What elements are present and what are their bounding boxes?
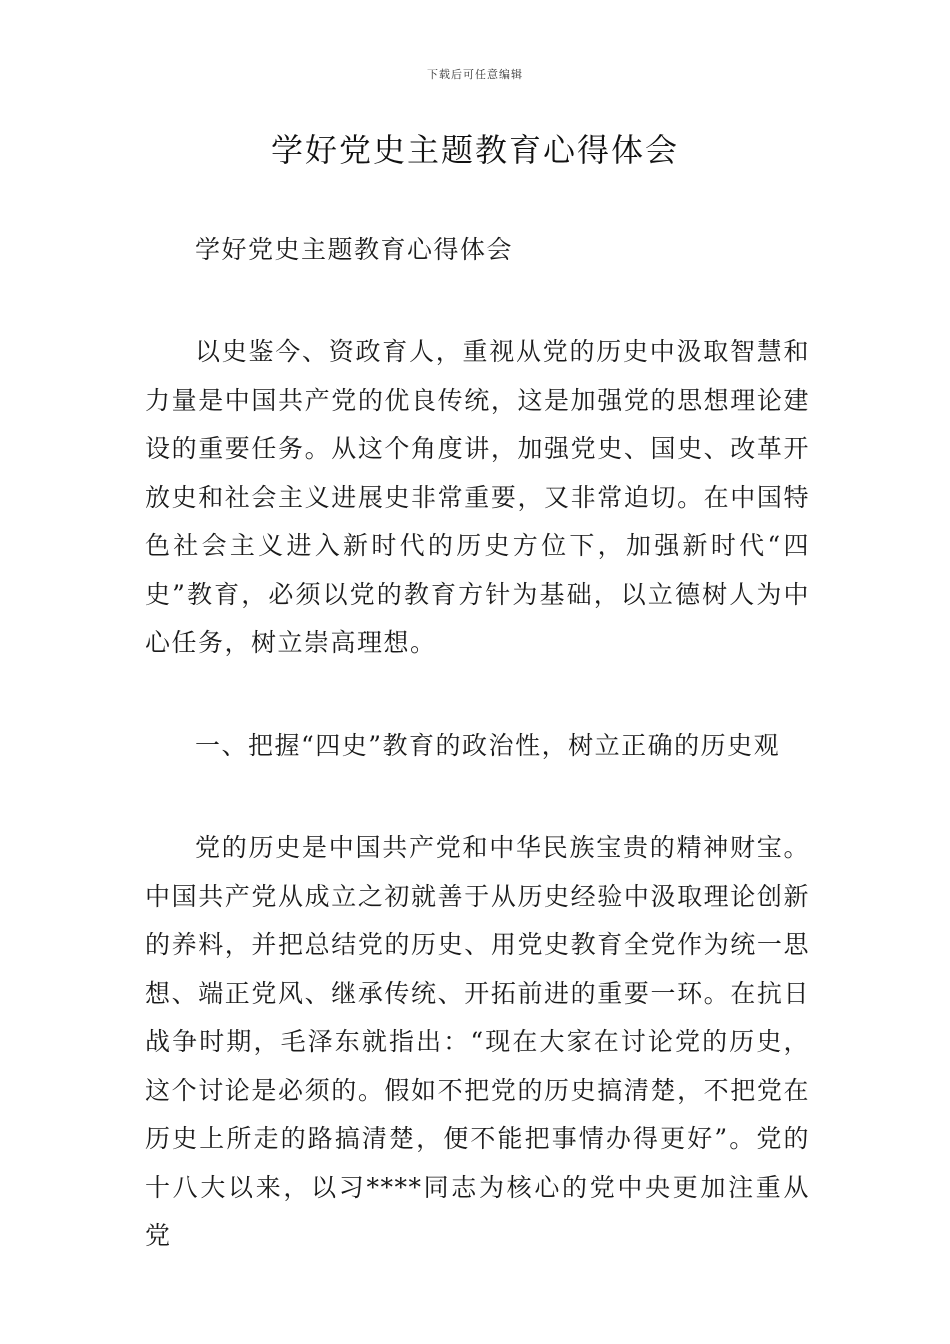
paragraph-1-text: 以史鉴今、资政育人，重视从党的历史中汲取智慧和力量是中国共产党的优良传统，这是加强党的思想理论建设的重要任务。从这个角度讲，加强党史、国史、改革开放史和社会主义进展史非常重要，又非常迫切。在中国特色社会主义进入新时代的历史方位下，加强新时代“四史”教育，必须以党的教育方针为基础，以立德树人为中心任务，树立崇高理想。 xyxy=(145,337,810,657)
subtitle-text: 学好党史主题教育心得体会 xyxy=(195,235,514,264)
section-heading-1 xyxy=(145,722,810,771)
paragraph-2-text: 党的历史是中国共产党和中华民族宝贵的精神财宝。中国共产党从成立之初就善于从历史经验中汲取理论创新的养料，并把总结党的历史、用党史教育全党作为统一思想、端正党风、继承传统、开拓前进的重要一环。在抗日战争时期，毛泽东就指出：“现在大家在讨论党的历史，这个讨论是必须的。假如不把党的历史搞清楚，不把党在历史上所走的路搞清楚，便不能把事情办得更好”。党的十八大以来，以习****同志为核心的党中央更加注重从党 xyxy=(145,833,810,1250)
document-title: 学好党史主题教育心得体会 xyxy=(270,131,679,169)
section-heading-1-text: 一、把握“四史”教育的政治性，树立正确的历史观 xyxy=(195,731,781,760)
paragraph-1 xyxy=(145,328,810,668)
subtitle-line xyxy=(145,226,810,275)
header-note: 下载后可任意编辑 xyxy=(427,68,523,81)
paragraph-2 xyxy=(145,824,810,1261)
